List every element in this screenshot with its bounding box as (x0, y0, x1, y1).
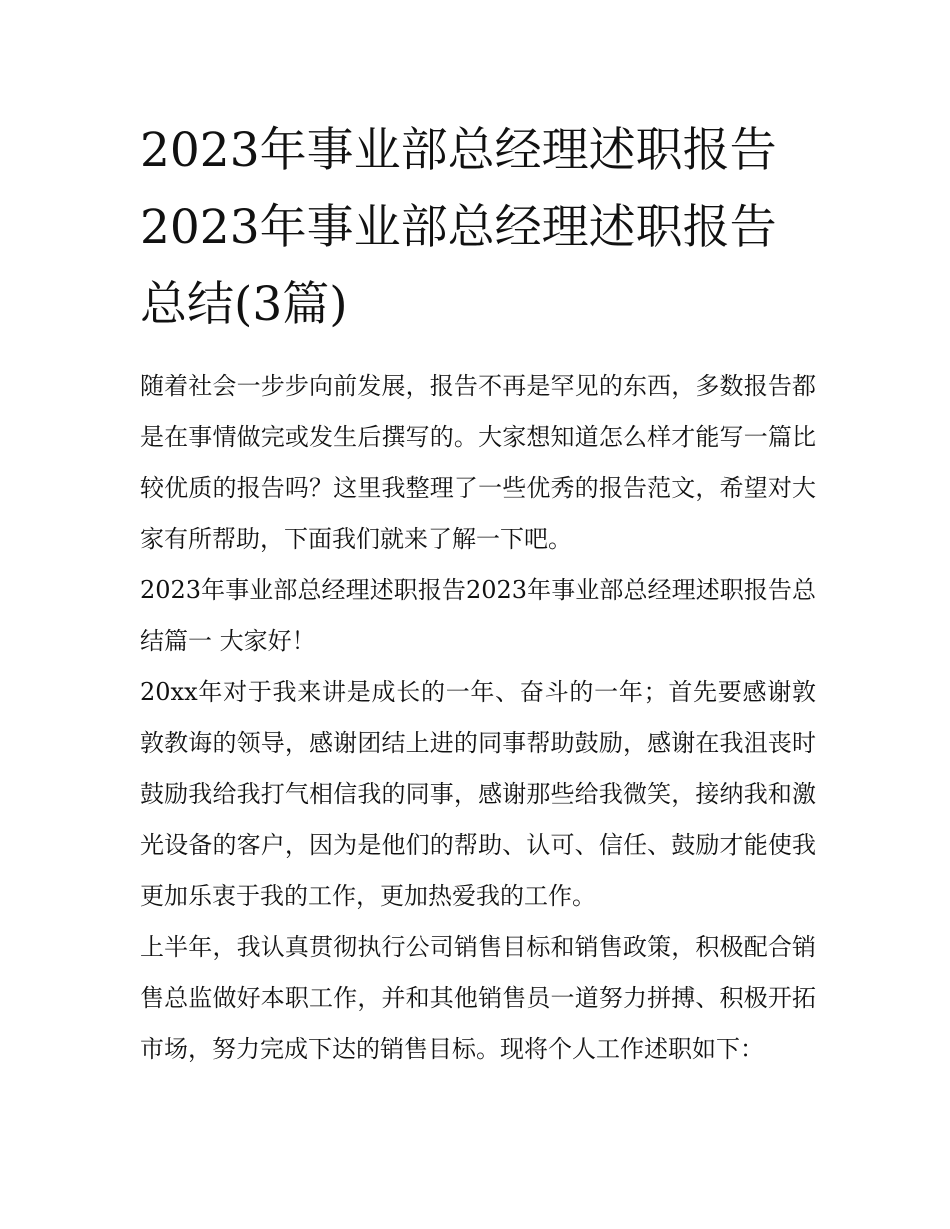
title-line-3: 总结(3篇) (140, 277, 348, 332)
gratitude-paragraph: 20xx年对于我来讲是成长的一年、奋斗的一年；首先要感谢敦敦教诲的领导，感谢团结上进的同事帮助鼓励，感谢在我沮丧时鼓励我给我打气相信我的同事，感谢那些给我微笑，接纳我和激光设备的客户，因为是他们的帮助、认可、信任、鼓励才能使我更加乐衷于我的工作，更加热爱我的工作。 (140, 678, 816, 910)
first-half-paragraph: 上半年，我认真贯彻执行公司销售目标和销售政策，积极配合销售总监做好本职工作，并和其他销售员一道努力拼搏、积极开拓市场，努力完成下达的销售目标。现将个人工作述职如下： (140, 933, 816, 1063)
document-page (140, 112, 816, 1075)
title-line-2: 2023年事业部总经理述职报告 (140, 200, 777, 255)
document-title (140, 112, 816, 343)
section-heading-paragraph: 2023年事业部总经理述职报告2023年事业部总经理述职报告总结篇一 大家好！ (140, 576, 816, 655)
intro-paragraph: 随着社会一步步向前发展，报告不再是罕见的东西，多数报告都是在事情做完或发生后撰写的。大家想知道怎么样才能写一篇比较优质的报告吗？这里我整理了一些优秀的报告范文，希望对大家有所帮助，下面我们就来了解一下吧。 (140, 372, 816, 553)
title-line-1: 2023年事业部总经理述职报告 (140, 123, 777, 178)
